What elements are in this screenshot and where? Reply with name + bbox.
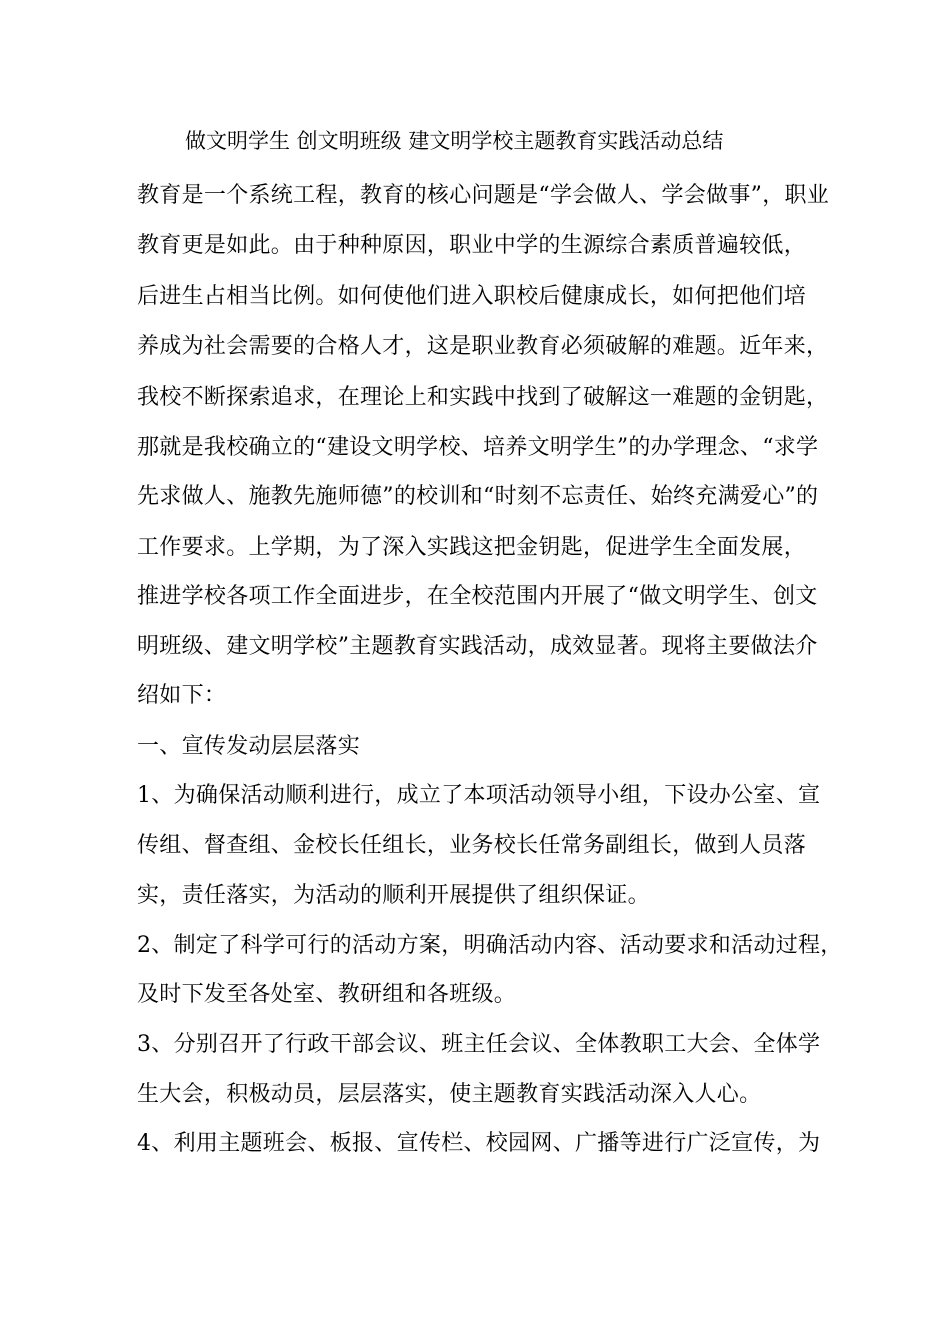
body-line: 3、分别召开了行政干部会议、班主任会议、全体教职工大会、全体学 bbox=[137, 1032, 821, 1057]
body-line: 工作要求。上学期，为了深入实践这把金钥匙，促进学生全面发展， bbox=[137, 535, 807, 560]
body-line: 后进生占相当比例。如何使他们进入职校后健康成长，如何把他们培 bbox=[137, 284, 807, 309]
body-line: 2、制定了科学可行的活动方案，明确活动内容、活动要求和活动过程， bbox=[137, 933, 843, 958]
body-line: 教育是一个系统工程，教育的核心问题是“学会做人、学会做事”，职业 bbox=[137, 183, 830, 208]
body-line: 教育更是如此。由于种种原因，职业中学的生源综合素质普遍较低， bbox=[137, 233, 807, 258]
body-line: 那就是我校确立的“建设文明学校、培养文明学生”的办学理念、“求学 bbox=[137, 435, 819, 460]
body-line: 先求做人、施教先施师德”的校训和“时刻不忘责任、始终充满爱心”的 bbox=[137, 484, 819, 509]
body-line: 绍如下： bbox=[137, 683, 227, 708]
section-heading: 一、宣传发动层层落实 bbox=[137, 734, 361, 759]
body-line: 养成为社会需要的合格人才，这是职业教育必须破解的难题。近年来， bbox=[137, 334, 829, 359]
body-line: 4、利用主题班会、板报、宣传栏、校园网、广播等进行广泛宣传，为 bbox=[137, 1131, 821, 1156]
body-line: 推进学校各项工作全面进步，在全校范围内开展了“做文明学生、创文 bbox=[137, 584, 818, 609]
body-line: 实，责任落实，为活动的顺利开展提供了组织保证。 bbox=[137, 883, 650, 908]
body-line: 及时下发至各处室、教研组和各班级。 bbox=[137, 982, 517, 1007]
document-title: 做文明学生 创文明班级 建文明学校主题教育实践活动总结 bbox=[185, 129, 724, 153]
body-line: 生大会，积极动员，层层落实，使主题教育实践活动深入人心。 bbox=[137, 1082, 762, 1107]
body-line: 1、为确保活动顺利进行，成立了本项活动领导小组，下设办公室、宣 bbox=[137, 783, 821, 808]
body-line: 传组、督查组、金校长任组长，业务校长任常务副组长，做到人员落 bbox=[137, 833, 807, 858]
body-line: 我校不断探索追求，在理论上和实践中找到了破解这一难题的金钥匙， bbox=[137, 385, 829, 410]
body-line: 明班级、建文明学校”主题教育实践活动，成效显著。现将主要做法介 bbox=[137, 634, 818, 659]
